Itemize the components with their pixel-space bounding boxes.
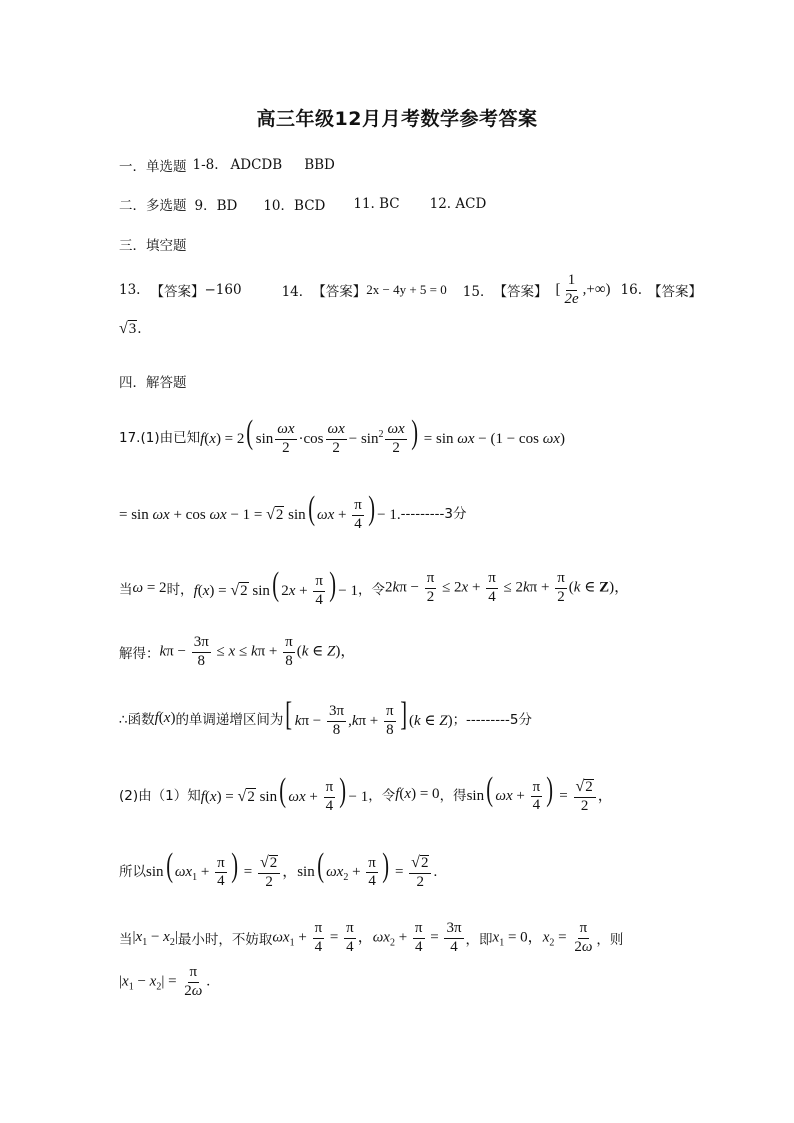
q17-part2-line-1: (2)由（1）知 f(x) = √ 2 sin( ωx + $\frac{\pi}{4}$ ) − 1 ，令 f(x) = 0 ，得 sin( ωx + $\frac{\pi}{4}$ ) = √ 2 2 ， [119, 771, 613, 814]
q17-when-2: 时， [166, 582, 194, 598]
answer-q9: 9．BD [194, 198, 238, 214]
q17-min-1: 当 [119, 932, 133, 948]
q16-answer: √ 3 [119, 320, 137, 337]
q17-part2-line-3: 当 $|x_1 - x_2|$ 最小时，不妨取 $\omega x_1$ + $\frac{\pi}{4}$ = $\frac{\pi}{4}$ ，$\omega x_2$ + $\frac{\pi}{4}$ = $\frac{3\pi}{4}$ ，即 $x_1 = 0$，$x_2$ = $\frac{\pi}{2\omega}$ ，则 [119, 919, 624, 955]
q13-number: 13. [119, 282, 141, 298]
q13-answer: −160 [204, 282, 242, 298]
q14-answer: 2x − 4y + 5 = 0 [366, 282, 447, 297]
q17-when: 当 [119, 582, 133, 598]
q15-number: 15． [462, 284, 494, 300]
q17-min-2: 最小时，不妨取 [177, 932, 273, 948]
answer-q12: 12. ACD [429, 196, 487, 212]
q17-solve: 解得： [119, 646, 160, 662]
q17-formula-1: f(x) = 2( sin $\frac{\omega x}{2}$ ·cos $\frac{\omega x}{2}$ − $\sin^2$ $\frac{\omega x}{2}$ ) = sin ωx − (1 − cos ωx) [200, 413, 565, 456]
q14-answer-tag: 【答案】 [312, 284, 367, 300]
answer-q11: 11. BC [353, 196, 400, 212]
q17-min-3: ，即 [465, 932, 493, 948]
solutions-heading [119, 371, 187, 391]
single-choice-range: 1-8. [192, 157, 219, 173]
q17-score-3: ---------3分 [400, 506, 467, 522]
q17-inequality: 2kπ − $\frac{\pi}{2}$ ≤ 2x + $\frac{\pi}{4}$ ≤ 2kπ + $\frac{\pi}{2}$ (k ∈ Z)， [385, 569, 630, 605]
q17-part2-line-4 [119, 962, 210, 1002]
single-choice-answers-b: BBD [304, 157, 335, 173]
q17-part2-c: ，得 [439, 788, 467, 804]
q17-formula-3: f(x) = √ 2 sin( 2x + $\frac{\pi}{4}$ ) − 1 [193, 565, 359, 608]
q16-answer-row [119, 320, 142, 338]
q17-line-3: 当 ω = 2 时， f(x) = √ 2 sin( 2x + $\frac{\pi}{4}$ ) − 1 ，令 2kπ − $\frac{\pi}{2}$ ≤ 2x + $\frac{\pi}{4}$ ≤ 2kπ + $\frac{\pi}{2}$ (k ∈ Z)， [119, 565, 630, 608]
section-label-multi: 二．多选题 [119, 198, 187, 214]
q17-score-5: ；---------5分 [452, 712, 532, 728]
q15-answer: [ $\frac{1}{2e}$ ,+∞) [555, 271, 611, 307]
q17-line-1 [119, 414, 565, 458]
q16-tail: . [137, 321, 142, 337]
section-label-fill: 三．填空题 [119, 238, 187, 254]
fill-blank-row [119, 272, 702, 308]
q17-therefore: ∴函数 [119, 712, 155, 728]
q17-part2-a: (2)由（1）知 [119, 788, 201, 804]
q17-final-answer: $|x_1 - x_2|$ = $\frac{\pi}{2\omega}$ . [119, 963, 211, 999]
page-title: 高三年级12月月考数学参考答案 [256, 108, 538, 130]
q14-number: 14． [281, 284, 313, 300]
q16-number: 16. [620, 282, 643, 298]
answer-q10: 10．BCD [263, 198, 326, 214]
multi-choice-row [119, 194, 486, 214]
q17-part2-b: ，令 [368, 788, 396, 804]
q17-so: 所以 [119, 864, 146, 880]
q17-interval: [ kπ − $\frac{3\pi}{8}$ ,kπ + $\frac{\pi}{8}$ ] (k ∈ Z) [285, 695, 453, 738]
q16-answer-tag: 【答案】 [648, 284, 703, 300]
fill-blank-heading [119, 234, 187, 254]
q17-line-2 [119, 490, 467, 534]
q17-solution: kπ − $\frac{3\pi}{8}$ ≤ x ≤ kπ + $\frac{\pi}{8}$ (k ∈ Z)， [159, 633, 356, 669]
q15-answer-tag: 【答案】 [493, 284, 548, 300]
single-choice-answers-a: ADCDB [230, 157, 283, 173]
q17-line-4 [119, 632, 355, 672]
q17-line-5: ∴函数 f(x) 的单调递增区间为 [ kπ − $\frac{3\pi}{8}$ ,kπ + $\frac{\pi}{8}$ ] (k ∈ Z) ；---------5分 [119, 695, 532, 738]
q17-mono: 的单调递增区间为 [175, 712, 284, 728]
single-choice-row [119, 155, 335, 175]
q17-formula-2: = sin ωx + cos ωx − 1 = √ 2 sin( ωx + $\frac{\pi}{4}$ ) − 1. [119, 489, 401, 532]
q17-part2-line-2: 所以 sin( $\omega x_1$ + $\frac{\pi}{4}$ ) = √ 2 2 ，sin( $\omega x_2$ + $\frac{\pi}{4}$ ) = √ 2 2 . [119, 847, 438, 890]
q17-let: ，令 [358, 582, 386, 598]
q13-answer-tag: 【答案】 [150, 284, 205, 300]
q17-intro: 17.(1)由已知 [119, 430, 201, 446]
section-label-solutions: 四．解答题 [119, 375, 187, 391]
section-label-single: 一．单选题 [119, 159, 187, 175]
q17-min-4: ，则 [596, 932, 624, 948]
